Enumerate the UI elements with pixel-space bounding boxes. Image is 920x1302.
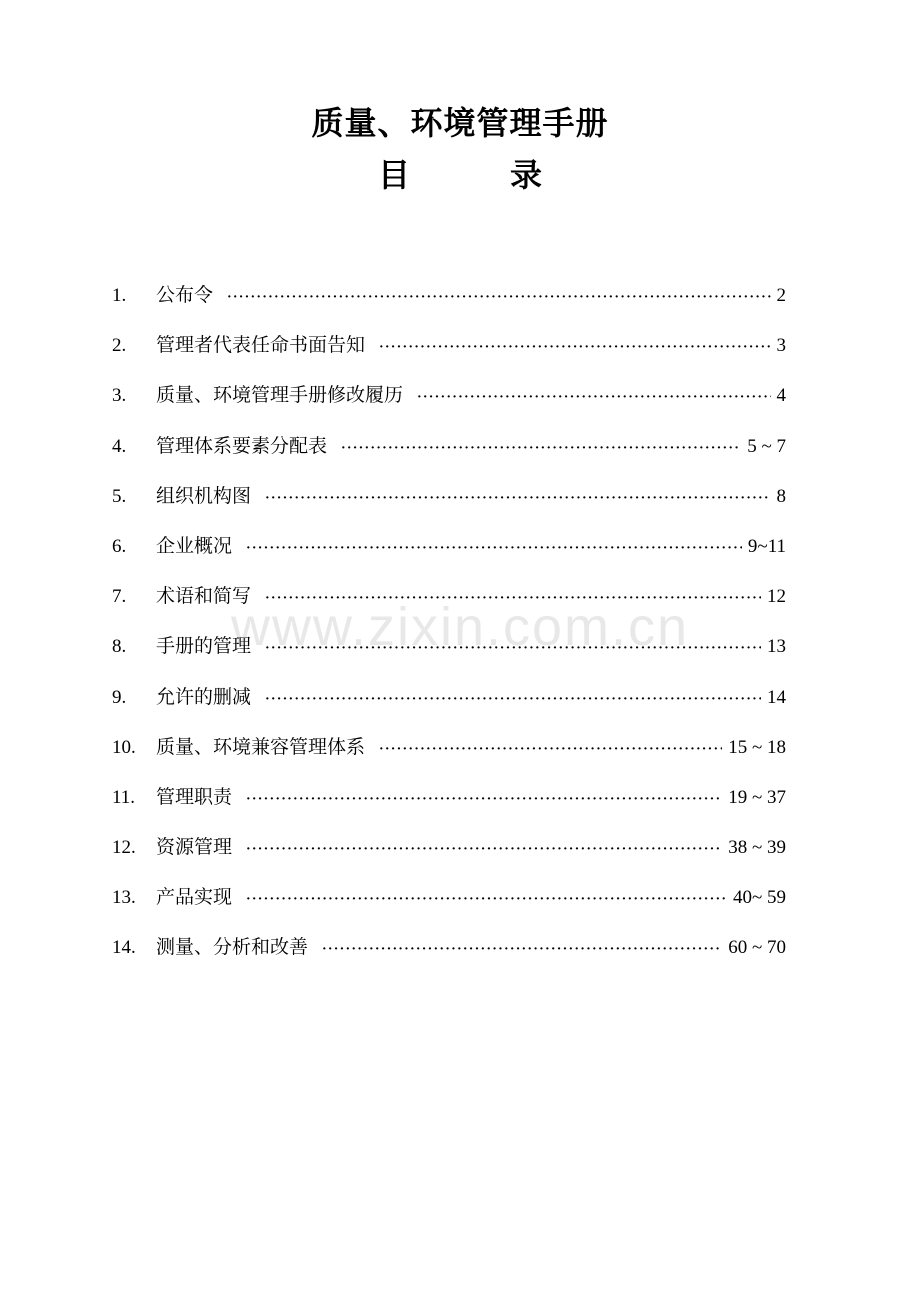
- toc-entry-pages: 12: [767, 586, 786, 608]
- toc-entry-pages: 19 ~ 37: [728, 786, 786, 808]
- toc-entry-label: 质量、环境管理手册修改履历: [156, 384, 404, 407]
- toc-dot-leader: [341, 434, 741, 464]
- toc-entry-pages: 4: [776, 385, 786, 407]
- toc-entry[interactable]: [112, 531, 786, 581]
- toc-entry-number: 8.: [112, 636, 127, 658]
- toc-dot-leader: [246, 534, 742, 564]
- toc-entry-number: 12.: [112, 837, 136, 859]
- toc-entry[interactable]: [112, 330, 786, 380]
- toc-dot-leader: [417, 383, 770, 413]
- toc-entry[interactable]: [112, 882, 786, 932]
- toc-heading-right: 录: [510, 156, 543, 194]
- toc-heading: [0, 150, 920, 200]
- toc-entry-number: 9.: [112, 686, 127, 708]
- toc-entry-label: 管理者代表任命书面告知: [156, 334, 366, 357]
- toc-entry-pages: 8: [776, 485, 786, 507]
- toc-entry-pages: 40~ 59: [732, 887, 786, 909]
- toc-dot-leader: [265, 685, 761, 715]
- toc-entry[interactable]: [112, 631, 786, 681]
- toc-entry-label: 资源管理: [156, 836, 233, 859]
- toc-entry[interactable]: [112, 682, 786, 732]
- toc-entry[interactable]: [112, 581, 786, 631]
- toc-entry[interactable]: [112, 380, 786, 430]
- document-title: 质量、环境管理手册: [311, 104, 609, 142]
- toc-entry-label: 管理职责: [156, 785, 233, 808]
- toc-dot-leader: [265, 634, 761, 664]
- toc-entry-number: 1.: [112, 285, 127, 306]
- toc-entry[interactable]: [112, 932, 786, 982]
- toc-entry[interactable]: [112, 732, 786, 782]
- toc-entry-label: 产品实现: [156, 886, 233, 909]
- toc-entry[interactable]: [112, 431, 786, 481]
- toc-dot-leader: [227, 283, 770, 313]
- toc-dot-leader: [246, 885, 727, 915]
- toc-entry-pages: 13: [767, 636, 786, 658]
- toc-entry-label: 公布令: [156, 284, 214, 306]
- toc-entry-number: 14.: [112, 937, 136, 959]
- toc-entry-number: 7.: [112, 586, 127, 608]
- toc-entry-number: 2.: [112, 335, 127, 357]
- table-of-contents: [112, 280, 786, 983]
- watermark: www.zixin.com.cn: [230, 597, 690, 657]
- toc-entry[interactable]: [112, 832, 786, 882]
- toc-entry-pages: 14: [767, 686, 786, 708]
- toc-entry-label: 手册的管理: [156, 635, 252, 658]
- toc-entry-pages: 15 ~ 18: [728, 736, 786, 758]
- toc-entry-label: 允许的删减: [156, 685, 252, 708]
- toc-dot-leader: [246, 835, 722, 865]
- toc-entry-label: 组织机构图: [156, 484, 252, 507]
- toc-entry-pages: 9~11: [747, 535, 786, 557]
- toc-dot-leader: [265, 484, 770, 514]
- toc-entry-number: 13.: [112, 887, 136, 909]
- toc-entry-number: 4.: [112, 435, 127, 457]
- toc-entry-label: 质量、环境兼容管理体系: [156, 735, 366, 758]
- toc-heading-left: 目: [377, 156, 410, 194]
- toc-entry-number: 11.: [112, 786, 136, 808]
- toc-entry-number: 6.: [112, 535, 127, 557]
- toc-entry-number: 3.: [112, 385, 127, 407]
- toc-dot-leader: [246, 785, 722, 815]
- toc-entry-pages: 38 ~ 39: [728, 837, 786, 859]
- toc-entry-number: 10.: [112, 736, 136, 758]
- toc-entry-pages: 60 ~ 70: [728, 937, 786, 959]
- toc-entry-pages: 3: [776, 335, 786, 357]
- toc-entry[interactable]: [112, 481, 786, 531]
- toc-entry-label: 术语和简写: [156, 585, 252, 608]
- toc-dot-leader: [265, 584, 761, 614]
- toc-dot-leader: [322, 935, 722, 965]
- toc-entry-pages: 2: [776, 285, 786, 306]
- toc-entry-label: 管理体系要素分配表: [156, 434, 328, 457]
- toc-entry-label: 测量、分析和改善: [156, 936, 309, 959]
- toc-entry[interactable]: [112, 782, 786, 832]
- toc-entry-label: 企业概况: [156, 534, 233, 557]
- toc-entry-number: 5.: [112, 485, 127, 507]
- toc-dot-leader: [379, 735, 722, 765]
- toc-dot-leader: [379, 333, 770, 363]
- toc-entry[interactable]: [112, 280, 786, 330]
- toc-entry-pages: 5 ~ 7: [747, 435, 786, 457]
